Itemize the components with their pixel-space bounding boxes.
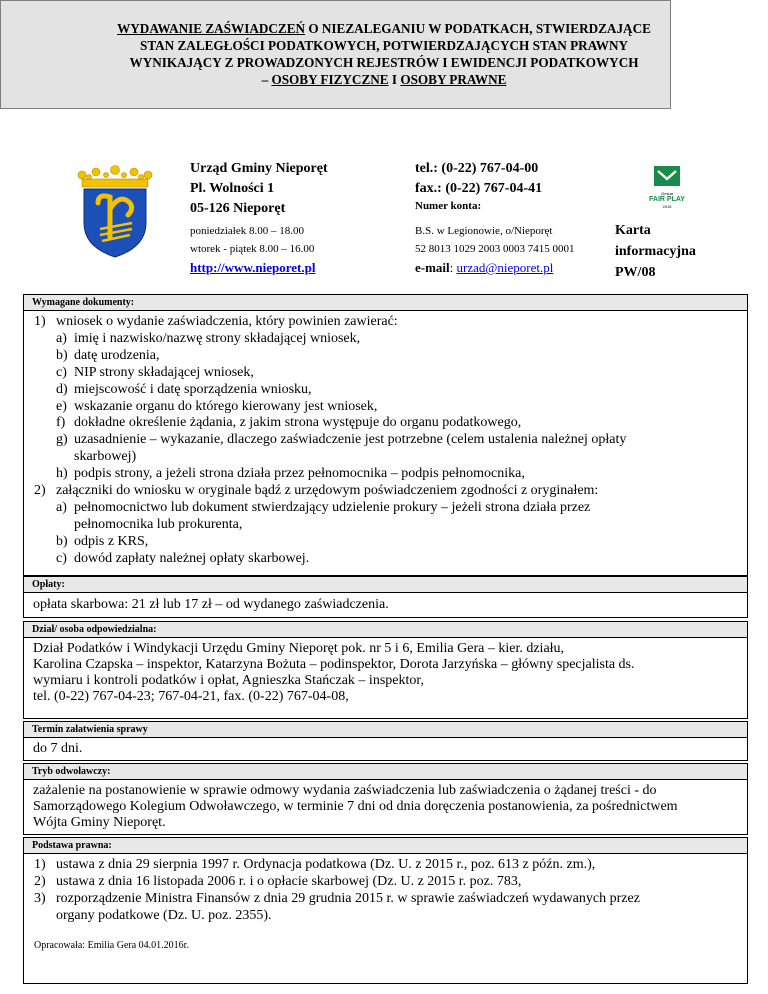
office-name: Urząd Gminy Nieporęt bbox=[190, 161, 328, 176]
appeal-line: zażalenie na postanowienie w sprawie odmowy wydania zaświadczenia lub zaświadczenia o żądanej treści - do bbox=[33, 783, 657, 798]
section-department bbox=[23, 637, 748, 719]
section-label-deadline: Termin załatwienia sprawy bbox=[23, 721, 748, 737]
list-marker: c) bbox=[56, 364, 67, 380]
title-line-1-underlined: WYDAWANIE ZAŚWIADCZEŃ bbox=[117, 21, 306, 36]
appeal-line: Samorządowego Kolegium Odwoławczego, w terminie 7 dni od dnia doręczenia postanowienia, za pośrednictwem bbox=[33, 799, 678, 814]
title-line-2: STAN ZALEGŁOŚCI PODATKOWYCH, POTWIERDZAJĄCYCH STAN PRAWNY bbox=[140, 38, 628, 53]
list-item-text: dokładne określenie żądania, z jakim strona występuje do organu podatkowego, bbox=[74, 415, 522, 431]
title-persons-legal: OSOBY PRAWNE bbox=[400, 72, 507, 87]
card-label bbox=[615, 220, 696, 283]
list-item-text: miejscowość i datę sporządzenia wniosku, bbox=[74, 381, 312, 397]
section-appeal bbox=[23, 779, 748, 835]
list-item-text: wskazanie organu do którego kierowany jest wniosek, bbox=[74, 398, 378, 414]
card-number: PW/08 bbox=[615, 265, 656, 280]
list-marker: 2) bbox=[34, 483, 46, 498]
list-item-text: organy podatkowe (Dz. U. poz. 2355). bbox=[56, 908, 272, 923]
badge-top-text: Gmina bbox=[661, 191, 673, 196]
account-number: 52 8013 1029 2003 0003 7415 0001 bbox=[415, 243, 575, 255]
list-item-text: odpis z KRS, bbox=[74, 533, 149, 549]
list-marker: g) bbox=[56, 432, 68, 448]
hours-tuesday-friday: wtorek - piątek 8.00 – 16.00 bbox=[190, 243, 315, 255]
list-marker: 1) bbox=[34, 857, 46, 872]
section-legal-basis bbox=[23, 853, 748, 984]
section-label-legal-basis: Podstawa prawna: bbox=[23, 837, 748, 853]
prepared-by: Opracowała: Emilia Gera 04.01.2016r. bbox=[34, 940, 189, 951]
list-item-text: uzasadnienie – wykazanie, dlaczego zaświadczenie jest potrzebne (celem ustalenia należnej opłaty bbox=[74, 432, 627, 448]
fees-text: opłata skarbowa: 21 zł lub 17 zł – od wydanego zaświadczenia. bbox=[33, 597, 389, 612]
list-item-text: załączniki do wniosku w oryginale bądź z urzędowym poświadczeniem zgodności z oryginałem: bbox=[56, 483, 599, 498]
coat-of-arms-icon bbox=[74, 163, 156, 259]
list-item-text: ustawa z dnia 29 sierpnia 1997 r. Ordynacja podatkowa (Dz. U. z 2015 r., poz. 613 z późn. zm.), bbox=[56, 857, 596, 872]
card-line-1: Karta bbox=[615, 223, 651, 238]
title-line-3: WYNIKAJĄCY Z PROWADZONYCH REJESTRÓW I EWIDENCJI PODATKOWYCH bbox=[129, 55, 639, 70]
fair-play-badge bbox=[645, 166, 689, 218]
list-item-text: skarbowej) bbox=[74, 449, 137, 465]
list-marker: b) bbox=[56, 347, 68, 363]
section-label-fees: Opłaty: bbox=[23, 576, 748, 592]
envelope-check-icon bbox=[654, 166, 680, 186]
list-marker: a) bbox=[56, 330, 67, 346]
account-label: Numer konta: bbox=[415, 200, 482, 212]
badge-year: 2015 bbox=[662, 204, 672, 209]
fax-number: fax.: (0-22) 767-04-41 bbox=[415, 181, 543, 196]
section-fees bbox=[23, 592, 748, 618]
website-link[interactable]: http://www.nieporet.pl bbox=[190, 260, 316, 275]
list-item-text: rozporządzenie Ministra Finansów z dnia 29 grudnia 2015 r. w sprawie zaświadczeń wydawanych przez bbox=[56, 891, 640, 906]
department-line: Dział Podatków i Windykacji Urzędu Gminy Nieporęt pok. nr 5 i 6, Emilia Gera – kier. działu, bbox=[33, 641, 565, 656]
appeal-line: Wójta Gminy Nieporęt. bbox=[33, 815, 166, 830]
document-title bbox=[0, 20, 768, 88]
office-street: Pl. Wolności 1 bbox=[190, 181, 275, 196]
department-line: Karolina Czapska – inspektor, Katarzyna Bożuta – podinspektor, Dorota Jarzyńska – główny specjalista ds. bbox=[33, 657, 635, 672]
list-item-text: wniosek o wydanie zaświadczenia, który powinien zawierać: bbox=[56, 314, 398, 329]
bank-name: B.S. w Legionowie, o/Nieporęt bbox=[415, 225, 553, 237]
email-row: e-mail: urzad@nieporet.pl bbox=[415, 260, 554, 275]
list-marker: b) bbox=[56, 533, 68, 549]
email-label: e-mail bbox=[415, 260, 450, 275]
list-marker: 3) bbox=[34, 891, 46, 906]
list-item-text: dowód zapłaty należnej opłaty skarbowej. bbox=[74, 550, 310, 566]
badge-main-text: FAIR PLAY bbox=[649, 196, 685, 203]
section-documents bbox=[23, 310, 748, 576]
deadline-text: do 7 dni. bbox=[33, 741, 83, 756]
email-link[interactable]: urzad@nieporet.pl bbox=[456, 260, 554, 275]
list-item-text: datę urodzenia, bbox=[74, 347, 160, 363]
list-marker: 1) bbox=[34, 314, 46, 329]
section-label-appeal: Tryb odwoławczy: bbox=[23, 763, 748, 779]
list-item-text: imię i nazwisko/nazwę strony składającej wniosek, bbox=[74, 330, 361, 346]
title-persons-natural: OSOBY FIZYCZNE bbox=[271, 72, 389, 87]
section-label-documents: Wymagane dokumenty: bbox=[23, 294, 748, 310]
section-deadline bbox=[23, 737, 748, 761]
office-city: 05-126 Nieporęt bbox=[190, 201, 286, 216]
list-marker: h) bbox=[56, 466, 68, 482]
phone-number: tel.: (0-22) 767-04-00 bbox=[415, 161, 539, 176]
list-item-text: podpis strony, a jeżeli strona działa przez pełnomocnika – podpis pełnomocnika, bbox=[74, 466, 525, 482]
card-line-2: informacyjna bbox=[615, 244, 696, 259]
list-marker: d) bbox=[56, 381, 68, 397]
list-item-text: pełnomocnictwo lub dokument stwierdzający udzielenie prokury – jeżeli strona działa przez bbox=[74, 499, 591, 515]
list-item-text: ustawa z dnia 16 listopada 2006 r. i o opłacie skarbowej (Dz. U. z 2015 r. poz. 783, bbox=[56, 874, 522, 889]
department-line: wymiaru i kontroli podatków i opłat, Agnieszka Stańczak – inspektor, bbox=[33, 673, 424, 688]
section-label-department: Dział/ osoba odpowiedzialna: bbox=[23, 621, 748, 637]
list-marker: 2) bbox=[34, 874, 46, 889]
title-box bbox=[0, 0, 671, 109]
list-marker: c) bbox=[56, 550, 67, 566]
list-marker: f) bbox=[56, 415, 66, 431]
hours-monday: poniedziałek 8.00 – 18.00 bbox=[190, 225, 304, 237]
list-item-text: pełnomocnika lub prokurenta, bbox=[74, 516, 243, 532]
list-marker: e) bbox=[56, 398, 67, 414]
list-marker: a) bbox=[56, 499, 67, 515]
department-line: tel. (0-22) 767-04-23; 767-04-21, fax. (0-22) 767-04-08, bbox=[33, 689, 349, 704]
title-line-4: – OSOBY FIZYCZNE I OSOBY PRAWNE bbox=[261, 72, 507, 87]
list-item-text: NIP strony składającej wniosek, bbox=[74, 364, 254, 380]
title-line-1-rest: O NIEZALEGANIU W PODATKACH, STWIERDZAJĄCE bbox=[305, 21, 651, 36]
